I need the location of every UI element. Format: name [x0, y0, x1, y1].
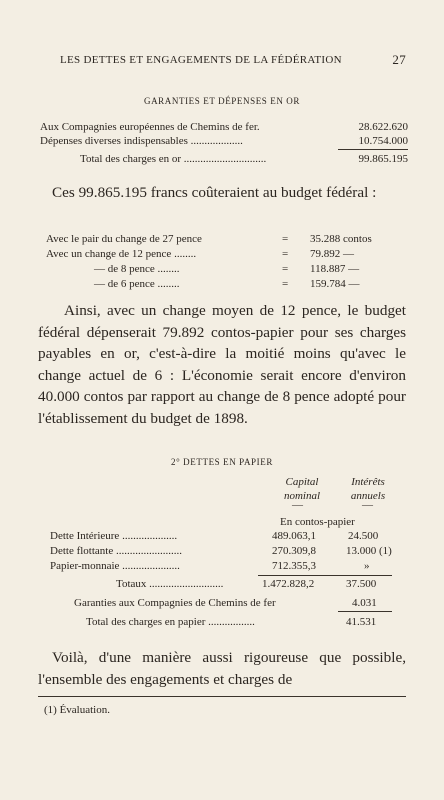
page-number: 27	[392, 52, 406, 67]
col-dash-1: —	[292, 499, 303, 511]
exchange-row-2-value: 79.892 —	[310, 248, 354, 260]
paper-row-2-label: Dette flottante ........................	[50, 545, 182, 557]
paper-row-3-label: Papier-monnaie .....................	[50, 560, 180, 572]
exchange-row-4-label: — de 6 pence ........	[94, 278, 180, 290]
paper-row-3-interest: »	[364, 560, 370, 572]
total-paper-value: 41.531	[346, 616, 377, 628]
footnote-rule	[38, 696, 406, 697]
gold-row-2-value: 10.754.000	[358, 135, 408, 147]
col-interest-line2: annuels	[350, 490, 386, 502]
gold-section-heading: GARANTIES ET DÉPENSES EN OR	[143, 96, 301, 106]
exchange-row-3	[94, 263, 180, 275]
paper-row-1-capital: 489.063,1	[272, 530, 316, 542]
exchange-row-1-eq: =	[282, 233, 289, 245]
gold-sum-rule	[338, 149, 408, 150]
paragraph-3: Voilà, d'une manière aussi rigoureuse que possible, l'ensemble des engagements et charges de	[38, 649, 406, 688]
exchange-row-3-value: 118.887 —	[310, 263, 360, 275]
paper-totals-label: Totaux ...........................	[116, 578, 224, 590]
guarantees-value: 4.031	[352, 597, 377, 609]
total-paper-label: Total des charges en papier .................	[86, 616, 255, 628]
final-sum-rule	[338, 611, 392, 612]
paper-row-3-capital: 712.355,3	[272, 560, 316, 572]
exchange-row-4	[94, 278, 180, 290]
exchange-row-2-eq: =	[282, 248, 289, 260]
exchange-row-3-label: — de 8 pence ........	[94, 263, 180, 275]
gold-row-1-value: 28.622.620	[358, 121, 408, 133]
paper-totals-capital: 1.472.828,2	[262, 578, 315, 590]
paper-row-2-interest: 13.000 (1)	[346, 545, 392, 557]
paragraph-1: Ces 99.865.195 francs coûteraient au budget fédéral :	[52, 184, 377, 201]
paper-row-1-label: Dette Intérieure ....................	[50, 530, 178, 542]
exchange-row-1-label: Avec le pair du change de 27 pence	[46, 233, 202, 245]
exchange-row-4-eq: =	[282, 278, 289, 290]
footnote: (1) Évaluation.	[44, 704, 110, 716]
exchange-row-4-value: 159.784 —	[310, 278, 360, 290]
col-capital-line1: Capital	[285, 476, 319, 488]
exchange-row-2	[46, 248, 196, 260]
exchange-row-1-value: 35.288 contos	[310, 233, 372, 245]
paper-row-2-capital: 270.309,8	[272, 545, 316, 557]
gold-row-2-label: Dépenses diverses indispensables ...................	[40, 135, 243, 147]
paper-sum-rule	[258, 575, 392, 576]
col-interest-line1: Intérêts	[351, 476, 385, 488]
paper-totals-interest: 37.500	[346, 578, 377, 590]
paragraph-2: Ainsi, avec un change moyen de 12 pence, le budget fédéral dépenserait 79.892 contos-papier pour ses charges payables en or, c'est-à-dire la moitié moins qu'avec le change actuel de 6 : L'économie serait encore d'environ 40.000 contos par rapport au change de 8 pence adopté pour l'établissement du budget de 1898.	[38, 302, 406, 427]
gold-total-label: Total des charges en or ..............................	[80, 153, 267, 165]
paper-section-heading: 2° DETTES EN PAPIER	[171, 457, 273, 467]
col-dash-2: —	[362, 499, 373, 511]
exchange-row-3-eq: =	[282, 263, 289, 275]
exchange-row-2-label: Avec un change de 12 pence ........	[46, 248, 197, 260]
col-capital-line2: nominal	[283, 490, 321, 502]
guarantees-label: Garanties aux Compagnies de Chemins de fer	[74, 597, 276, 609]
running-head-title: LES DETTES ET ENGAGEMENTS DE LA FÉDÉRATION	[60, 54, 342, 66]
gold-total-value: 99.865.195	[358, 153, 408, 165]
paper-row-1-interest: 24.500	[348, 530, 379, 542]
exchange-row-1	[46, 233, 202, 245]
unit-label: En contos-papier	[280, 516, 355, 528]
gold-row-1-label: Aux Compagnies européennes de Chemins de fer.	[40, 121, 260, 133]
